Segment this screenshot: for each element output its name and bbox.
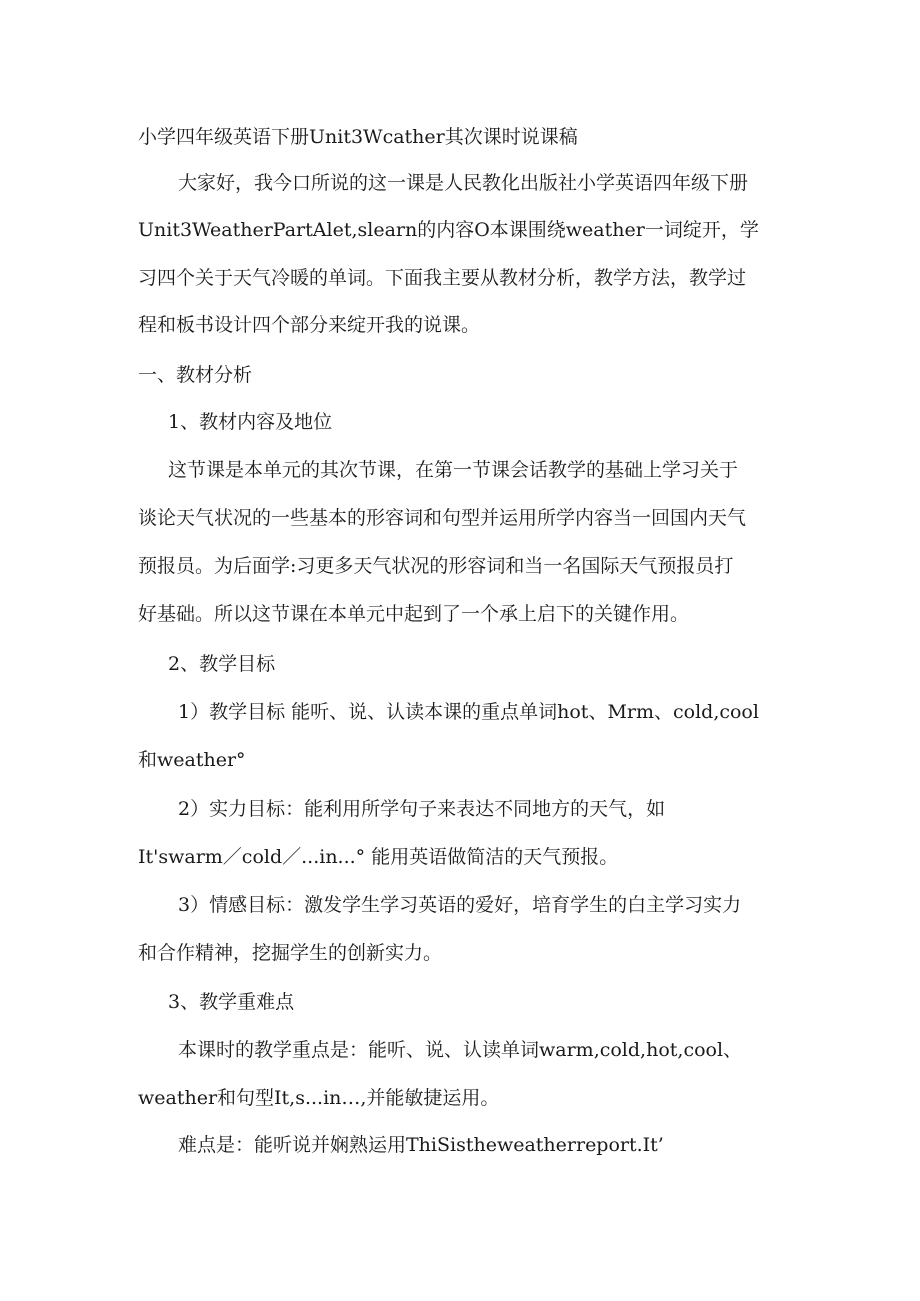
goal2-line-2: It'swarm／cold／...in...° 能用英语做简洁的天气预报。 (138, 846, 619, 868)
difficulty-line: 难点是：能听说并娴熟运用ThiSistheweatherreport.It’ (178, 1134, 664, 1156)
sub1-line-3: 预报员。为后面学:习更多天气状况的形容词和当一名国际天气预报员打 (138, 555, 734, 577)
document-title: 小学四年级英语下册Unit3Wcather其次课时说课稿 (138, 126, 578, 148)
goal2-line-1: 2）实力目标：能利用所学句子来表达不同地方的天气，如 (178, 798, 666, 820)
goal1-line-2: 和weather° (138, 749, 246, 771)
sub1-line-2: 谈论天气状况的一些基本的形容词和句型并运用所学内容当一回国内天气 (138, 507, 747, 529)
section-heading-1: 一、教材分析 (138, 364, 253, 386)
goal1-line-1: 1）教学目标 能听、说、认读本课的重点单词hot、Mrm、cold,cool (178, 701, 759, 723)
key-points-line-2: weather和句型It,s...in…,并能敏捷运用。 (138, 1087, 500, 1109)
sub1-line-1: 这节课是本单元的其次节课，在第一节课会话教学的基础上学习关于 (168, 459, 739, 481)
goal3-line-1: 3）情感目标：激发学生学习英语的爱好，培育学生的白主学习实力 (178, 894, 742, 916)
intro-line-1: 大家好，我今口所说的这一课是人民教化出版社小学英语四年级下册 (178, 172, 749, 194)
subheading-2: 2、教学目标 (168, 653, 276, 675)
subheading-1: 1、教材内容及地位 (168, 411, 333, 433)
goal3-line-2: 和合作精神，挖掘学生的创新实力。 (138, 942, 443, 964)
intro-line-4: 程和板书设计四个部分来绽开我的说课。 (138, 314, 481, 336)
sub1-line-4: 好基础。所以这节课在本单元中起到了一个承上启下的关键作用。 (138, 603, 690, 625)
key-points-line-1: 本课时的教学重点是：能听、说、认读单词warm,cold,hot,cool、 (178, 1039, 743, 1061)
intro-line-3: 习四个关于天气冷暖的单词。下面我主要从教材分析，教学方法，教学过 (138, 267, 747, 289)
intro-line-2: Unit3WeatherPartAlet,slearn的内容O本课围绕weather一词绽开，学 (138, 219, 759, 241)
subheading-3: 3、教学重难点 (168, 991, 295, 1013)
